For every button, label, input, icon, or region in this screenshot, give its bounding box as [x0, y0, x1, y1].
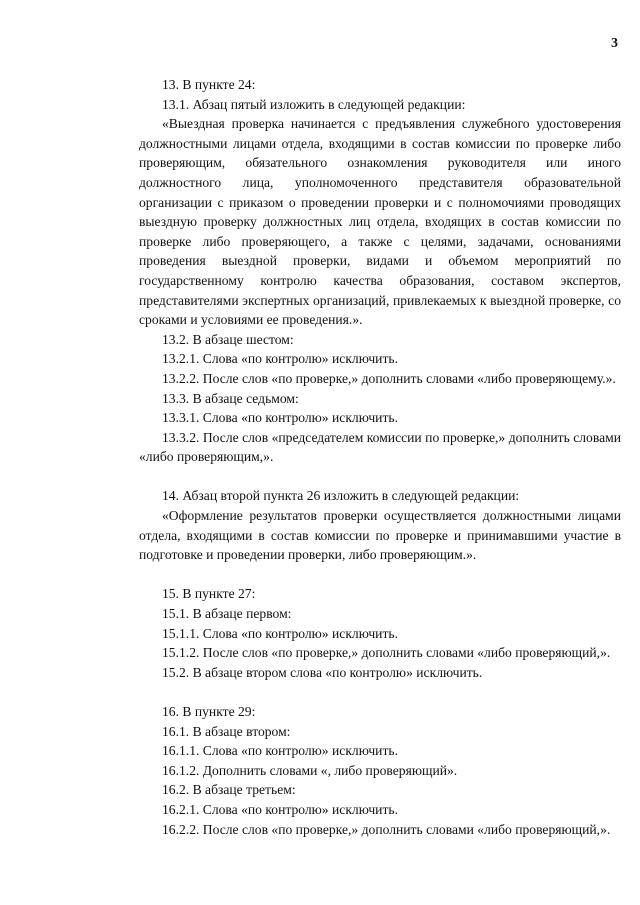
- paragraph-16: 16. В пункте 29:: [162, 704, 256, 719]
- spacer: [139, 565, 621, 585]
- page-number: 3: [611, 36, 618, 51]
- paragraph-13-2-1: 13.2.1. Слова «по контролю» исключить.: [162, 351, 398, 367]
- paragraph-15: 15. В пункте 27:: [162, 586, 256, 602]
- paragraph-15-1-1: 15.1.1. Слова «по контролю» исключить.: [162, 625, 398, 641]
- paragraph-16-2-1: 16.2.1. Слова «по контролю» исключить.: [162, 801, 398, 817]
- paragraph-13-2: 13.2. В абзаце шестом:: [162, 331, 294, 347]
- paragraph-16-2: 16.2. В абзаце третьем:: [162, 782, 296, 798]
- paragraph-16-1-2: 16.1.2. Дополнить словами «, либо проверяющий».: [162, 762, 458, 778]
- paragraph-13: 13. В пункте 24:: [162, 77, 256, 92]
- paragraph-14: 14. Абзац второй пункта 26 изложить в следующей редакции:: [162, 488, 520, 504]
- paragraph-15-1: 15.1. В абзаце первом:: [162, 606, 292, 622]
- paragraph-15-1-2: 15.1.2. После слов «по проверке,» дополнить словами «либо проверяющий,».: [162, 645, 611, 661]
- paragraph-13-1-quote: «Выездная проверка начинается с предъявления служебного удостоверения должностными лицами отдела, входящими в состав комиссии по проверке либо проверяющим, обязательного ознакомления руководителя или иного должностного лица, уполномоченного представителя образовательной организации с приказом о проведении проверки и с полномочиями проводящих выездную проверку должностных лиц отдела, входящих в состав комиссии по проверке либо проверяющего, а также с целями, задачами, основаниями проведения выездной проверки, видами и объемом мероприятий по государственному контролю качества образования, составом экспертов, представителями экспертных организаций, привлекаемых к выездной проверке, со сроками и условиями ее проведения.».: [139, 116, 621, 328]
- spacer: [139, 682, 621, 702]
- spacer: [139, 467, 621, 487]
- paragraph-13-3: 13.3. В абзаце седьмом:: [162, 390, 299, 406]
- paragraph-16-1-1: 16.1.1. Слова «по контролю» исключить.: [162, 743, 398, 759]
- paragraph-13-3-1: 13.3.1. Слова «по контролю» исключить.: [162, 410, 398, 426]
- paragraph-13-3-2: 13.3.2. После слов «председателем комиссии по проверке,» дополнить словами «либо проверяющим,».: [139, 429, 621, 465]
- paragraph-15-2: 15.2. В абзаце втором слова «по контролю» исключить.: [162, 664, 483, 680]
- paragraph-13-2-2: 13.2.2. После слов «по проверке,» дополнить словами «либо проверяющему.».: [162, 370, 616, 386]
- paragraph-13-1: 13.1. Абзац пятый изложить в следующей редакции:: [162, 96, 466, 112]
- paragraph-16-1: 16.1. В абзаце втором:: [162, 723, 291, 739]
- document-body: [139, 75, 621, 839]
- paragraph-16-2-2: 16.2.2. После слов «по проверке,» дополнить словами «либо проверяющий,».: [162, 821, 611, 837]
- paragraph-14-quote: «Оформление результатов проверки осуществляется должностными лицами отдела, входящими в состав комиссии по проверке и принимавшими участие в подготовке и проведении проверки, либо проверяющим.».: [139, 508, 621, 563]
